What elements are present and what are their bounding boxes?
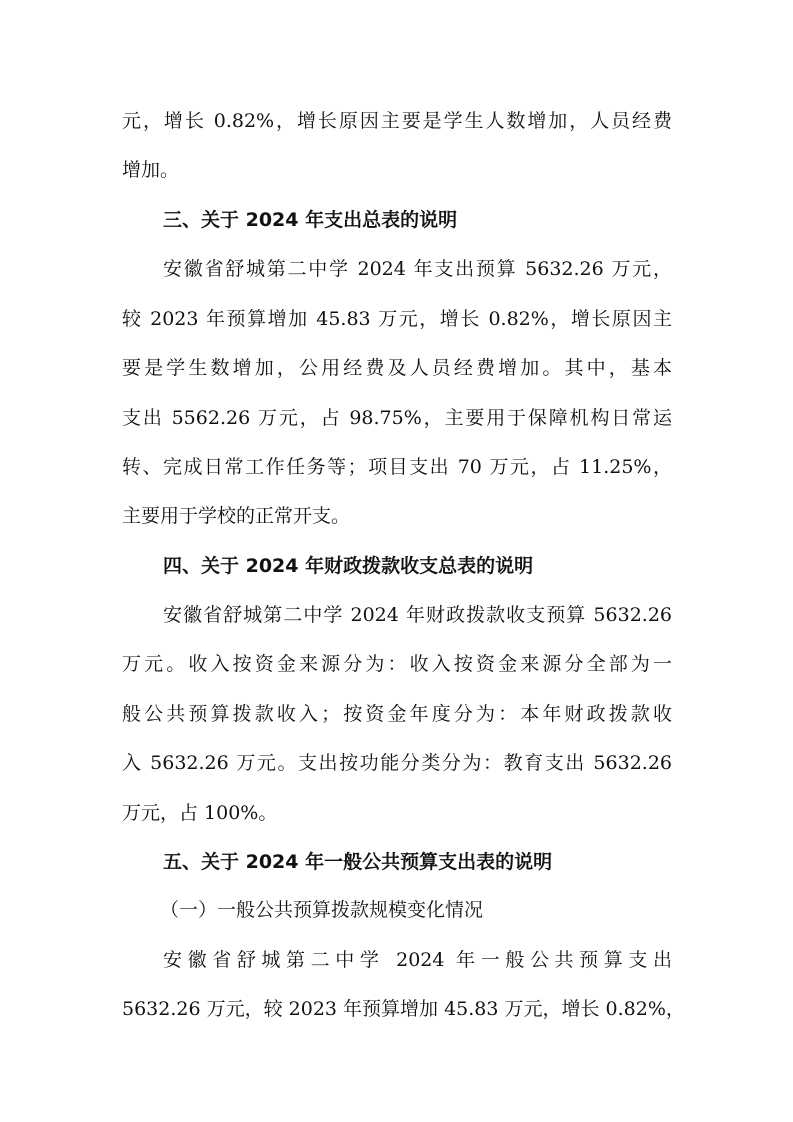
paragraph-line: 转、完成日常工作任务等；项目支出 70 万元，占 11.25%，	[122, 456, 672, 478]
paragraph-line: 较 2023 年预算增加 45.83 万元，增长 0.82%，增长原因主	[122, 308, 672, 330]
section-heading-4: 四、关于 2024 年财政拨款收支总表的说明	[163, 555, 534, 577]
paragraph-line: 5632.26 万元，较 2023 年预算增加 45.83 万元，增长 0.82%，	[122, 998, 685, 1020]
paragraph-line: 增加。	[122, 159, 180, 181]
subsection-heading-1: （一）一般公共预算拨款规模变化情况	[160, 899, 484, 921]
paragraph-line: 万元，占 100%。	[122, 802, 278, 824]
paragraph-line: 安徽省舒城第二中学 2024 年支出预算 5632.26 万元，	[163, 258, 672, 280]
section-heading-3: 三、关于 2024 年支出总表的说明	[163, 209, 458, 231]
paragraph-line: 元，增长 0.82%，增长原因主要是学生人数增加，人员经费	[122, 110, 672, 132]
paragraph-line: 入 5632.26 万元。支出按功能分类分为：教育支出 5632.26	[122, 752, 672, 774]
paragraph-line: 主要用于学校的正常开支。	[122, 505, 351, 527]
paragraph-line: 安徽省舒城第二中学 2024 年财政拨款收支预算 5632.26	[163, 604, 672, 626]
paragraph-line: 安徽省舒城第二中学 2024 年一般公共预算支出	[163, 949, 672, 971]
section-heading-5: 五、关于 2024 年一般公共预算支出表的说明	[163, 851, 553, 873]
paragraph-line: 要是学生数增加，公用经费及人员经费增加。其中，基本	[122, 357, 672, 379]
paragraph-line: 支出 5562.26 万元，占 98.75%，主要用于保障机构日常运	[122, 407, 672, 429]
paragraph-line: 万元。收入按资金来源分为：收入按资金来源分全部为一	[122, 653, 672, 675]
paragraph-line: 般公共预算拨款收入；按资金年度分为：本年财政拨款收	[122, 703, 672, 725]
